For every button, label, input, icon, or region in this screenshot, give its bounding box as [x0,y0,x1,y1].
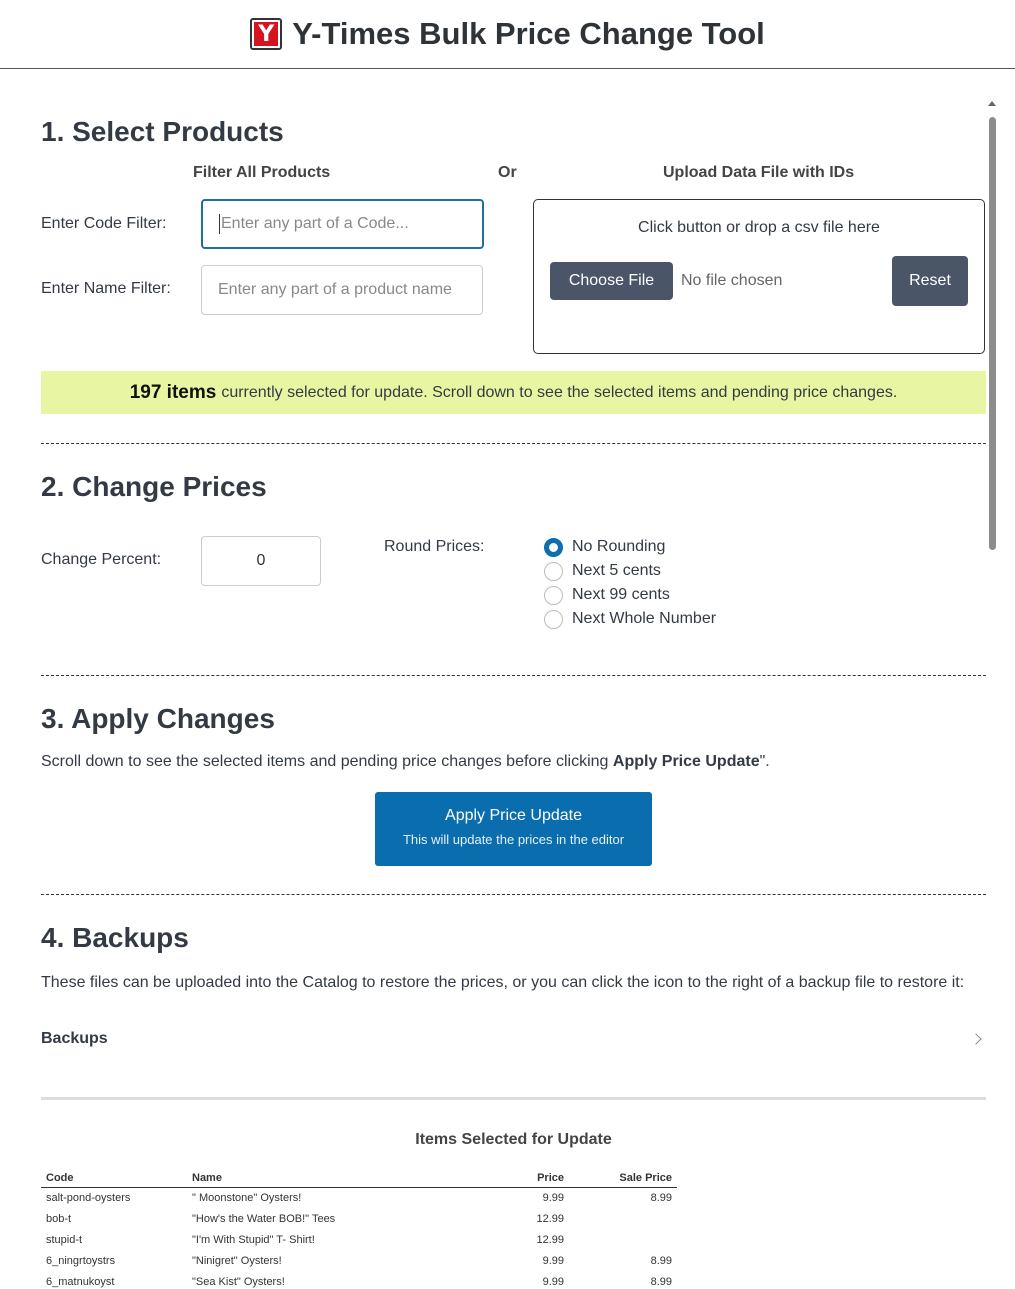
upload-hint: Click button or drop a csv file here [638,219,880,236]
apply-button-sublabel: This will update the prices in the editor [402,832,625,847]
main-scroll-area[interactable] [0,100,1015,1289]
page-title: Y-Times Bulk Price Change Tool [292,16,765,51]
cell-price: 9.99 [542,1191,564,1204]
name-filter-placeholder: Enter any part of a product name [218,281,452,298]
radio-unselected-icon[interactable] [544,586,563,605]
column-header-price: Price [477,1169,569,1187]
name-filter-label: Enter Name Filter: [41,280,171,297]
code-filter-label: Enter Code Filter: [41,215,167,232]
table-row [41,1187,677,1208]
radio-unselected-icon[interactable] [544,562,563,581]
y-times-logo-icon: Y [250,18,282,50]
chevron-right-icon [970,1033,981,1044]
table-row [41,1208,677,1229]
backups-accordion[interactable] [41,1030,986,1048]
radio-label: Next 99 cents [572,586,670,603]
apply-price-update-button[interactable] [375,792,652,866]
apply-button-label: Apply Price Update [445,807,582,824]
scroll-up-arrow-icon[interactable] [988,101,996,106]
table-row [41,1250,677,1271]
table-row [41,1271,677,1289]
upload-heading: Upload Data File with IDs [663,164,855,181]
choose-file-button[interactable]: Choose File [550,262,673,300]
name-filter-input[interactable] [201,265,483,315]
radio-next-99-cents[interactable] [544,585,670,605]
backups-label: Backups [41,1030,108,1047]
column-header-sale-price: Sale Price [569,1169,677,1187]
section-apply-changes-title: 3. Apply Changes [41,703,275,734]
or-label: Or [498,164,517,181]
file-drop-zone[interactable] [533,199,985,354]
cell-sale-price: 8.99 [650,1275,672,1288]
radio-label: Next 5 cents [572,562,661,579]
cell-price: 12.99 [536,1233,564,1246]
no-file-chosen-label: No file chosen [681,272,783,289]
cell-sale-price [569,1208,677,1229]
table-header-row [41,1169,677,1187]
selection-message: currently selected for update. Scroll down to see the selected items and pending price changes. [221,383,898,401]
scrollbar-thumb[interactable] [989,117,996,550]
section-divider [41,443,986,444]
cell-sale-price: 8.99 [650,1254,672,1267]
app-header [0,0,1015,69]
cell-price: 9.99 [542,1254,564,1267]
reset-button[interactable]: Reset [892,256,968,306]
cell-code: 6_ningrtoystrs [46,1254,116,1267]
change-percent-label: Change Percent: [41,551,162,568]
cell-code: 6_matnukoyst [46,1275,115,1288]
items-table-title: Items Selected for Update [415,1131,612,1148]
radio-selected-icon[interactable] [544,538,563,557]
column-header-code: Code [41,1169,187,1187]
radio-unselected-icon[interactable] [544,610,563,629]
radio-next-whole-number[interactable] [544,609,716,629]
selected-count: 197 items [129,381,217,403]
text-caret [219,214,220,234]
radio-next-5-cents[interactable] [544,561,661,581]
backups-description: These files can be uploaded into the Catalog to restore the prices, or you can click the icon to the right of a backup file to restore it: [41,974,965,991]
cell-price: 12.99 [536,1212,564,1225]
change-percent-input[interactable]: 0 [201,536,321,586]
radio-label: No Rounding [572,538,666,555]
table-row [41,1229,677,1250]
cell-name: "I'm With Stupid" T- Shirt! [192,1233,315,1246]
items-table [41,1169,677,1289]
cell-sale-price [569,1229,677,1250]
cell-price: 9.99 [542,1275,564,1288]
vertical-scrollbar[interactable] [988,101,996,1289]
column-header-name: Name [187,1169,477,1187]
cell-name: "Sea Kist" Oysters! [192,1275,285,1288]
cell-code: bob-t [46,1212,72,1225]
cell-name: " Moonstone" Oysters! [192,1191,302,1204]
cell-name: "How's the Water BOB!" Tees [192,1212,336,1225]
cell-code: stupid-t [46,1233,83,1246]
selection-status-banner [41,371,986,414]
code-filter-placeholder: Enter any part of a Code... [221,215,409,232]
round-prices-label: Round Prices: [384,538,485,555]
table-separator [41,1097,986,1100]
radio-no-rounding[interactable] [544,537,665,557]
section-change-prices-title: 2. Change Prices [41,471,267,502]
cell-code: salt-pond-oysters [46,1191,131,1204]
code-filter-input[interactable] [201,199,484,249]
section-divider [41,675,986,676]
cell-sale-price: 8.99 [650,1191,672,1204]
filter-heading: Filter All Products [193,164,331,181]
radio-label: Next Whole Number [572,610,717,627]
section-divider [41,894,986,895]
cell-name: "Ninigret" Oysters! [192,1254,282,1267]
section-select-products-title: 1. Select Products [41,116,284,147]
section-backups-title: 4. Backups [41,922,189,953]
apply-instructions: Scroll down to see the selected items and pending price changes before clicking Apply Price Update". [41,753,770,770]
